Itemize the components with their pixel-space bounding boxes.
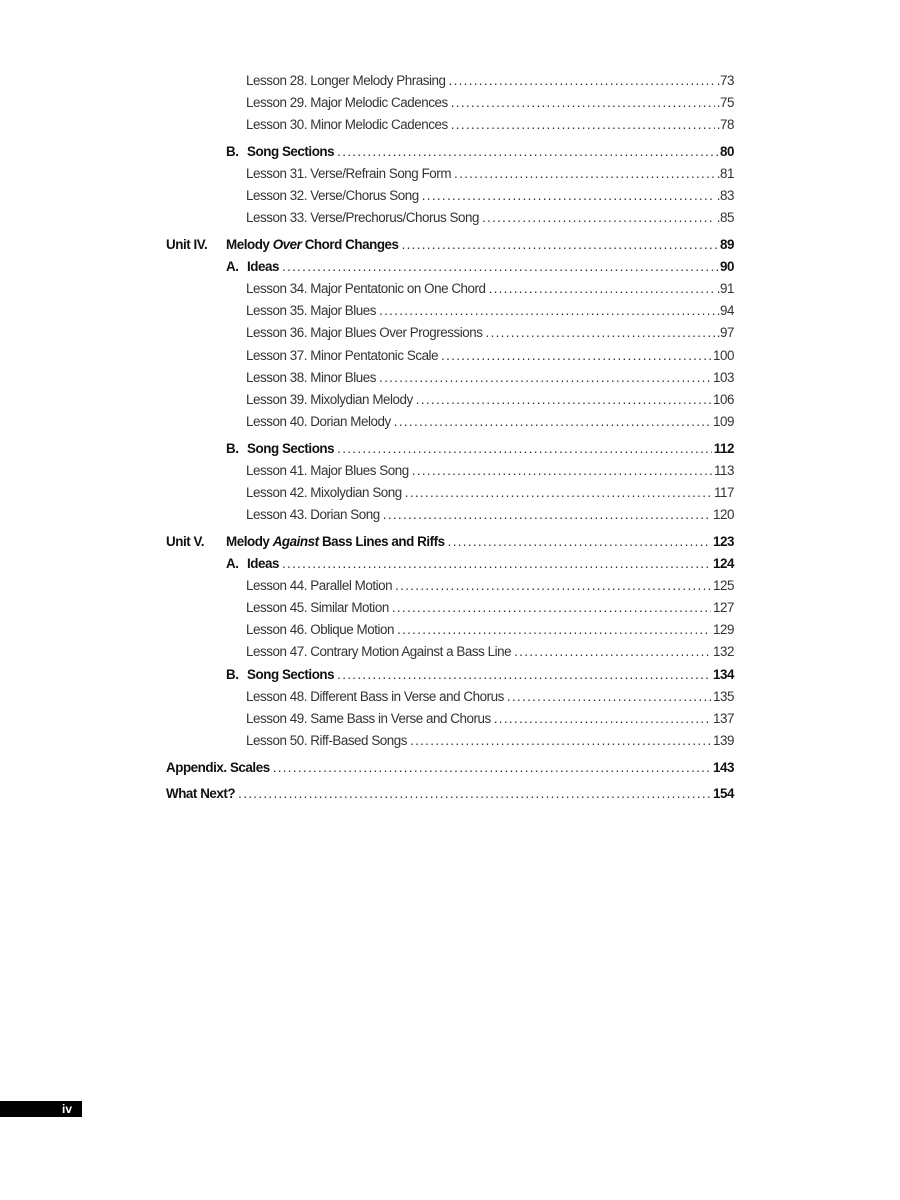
toc-entry-title: Song Sections <box>247 440 335 456</box>
toc-entry-page: 89 <box>720 236 734 252</box>
toc-entry-title: Song Sections <box>247 666 335 682</box>
toc-entry-title: Lesson 47. Contrary Motion Against a Bass Line <box>246 644 512 660</box>
toc-entry-page: .78 <box>716 117 734 133</box>
dot-leader <box>282 553 711 575</box>
toc-entry-title-emphasis: Over <box>272 236 302 252</box>
toc-entry-page: 135 <box>713 688 734 704</box>
toc-entry-page: 109 <box>713 414 734 430</box>
toc-entry-unit <box>0 783 734 805</box>
toc-entry-lesson <box>0 278 734 300</box>
toc-entry-page: 106 <box>713 392 734 407</box>
dot-leader <box>422 185 715 207</box>
toc-entry-unit <box>0 234 734 256</box>
toc-entry-page: 139 <box>713 733 734 749</box>
toc-entry-title: Lesson 38. Minor Blues <box>246 369 377 385</box>
toc-entry-page: .73 <box>716 73 734 88</box>
dot-leader <box>402 234 718 256</box>
toc-entry-title: Lesson 37. Minor Pentatonic Scale <box>246 347 439 363</box>
dot-leader <box>282 256 718 278</box>
toc-entry-title: Ideas <box>247 555 279 571</box>
toc-entry-page: 100 <box>713 347 734 363</box>
toc-entry-title: Ideas <box>247 258 279 274</box>
dot-leader <box>273 757 711 779</box>
toc-entry-title: Lesson 42. Mixolydian Song <box>246 484 402 500</box>
dot-leader <box>441 345 711 367</box>
toc-entry-lesson <box>0 70 734 92</box>
toc-entry-prefix: B. <box>226 666 239 682</box>
toc-entry-unit <box>0 757 734 779</box>
toc-entry-page: 117 <box>714 484 734 500</box>
dot-leader <box>405 482 712 504</box>
toc-entry-lesson <box>0 575 734 597</box>
dot-leader <box>337 664 711 686</box>
toc-entry-title: Lesson 41. Major Blues Song <box>246 462 409 478</box>
toc-entry-section <box>0 553 734 575</box>
toc-entry-lesson <box>0 185 734 207</box>
dot-leader <box>514 641 711 663</box>
toc-entry-page: 125 <box>713 577 734 593</box>
toc-entry-title: Lesson 50. Riff-Based Songs <box>246 733 408 749</box>
toc-entry-prefix: A. <box>226 555 239 571</box>
toc-entry-page: 80 <box>720 143 734 159</box>
toc-entry-lesson <box>0 708 734 730</box>
dot-leader <box>486 322 715 344</box>
toc-entry-page: 137 <box>713 711 734 726</box>
toc-entry-title: What Next? <box>166 785 236 801</box>
toc-entry-prefix: Unit V. <box>166 533 205 549</box>
toc-entry-title: Song Sections <box>247 143 335 159</box>
dot-leader <box>337 141 718 163</box>
toc-entry-title: Lesson 33. Verse/Prechorus/Chorus Song <box>246 210 480 226</box>
page-number: iv <box>61 1102 72 1116</box>
toc-entry-lesson <box>0 367 734 389</box>
page-number-tab <box>0 1101 82 1117</box>
toc-entry-page: 127 <box>713 600 734 616</box>
toc-entry-lesson <box>0 730 734 752</box>
toc-entry-title-part: Melody <box>226 236 273 252</box>
toc-entry-lesson <box>0 300 734 322</box>
toc-entry-lesson <box>0 504 734 526</box>
toc-entry-title <box>226 531 445 553</box>
toc-entry-lesson <box>0 482 734 504</box>
toc-entry-page: .85 <box>716 210 734 226</box>
toc-entry-page: 124 <box>713 555 734 571</box>
toc-entry-page: 154 <box>713 785 734 801</box>
toc-entry-page: .75 <box>716 95 734 111</box>
toc-entry-lesson <box>0 686 734 708</box>
toc-entry-title-part: Chord Changes <box>301 236 399 252</box>
dot-leader <box>238 783 711 805</box>
toc-entry-section <box>0 256 734 278</box>
toc-entry-page: 90 <box>720 258 734 274</box>
toc-entry-page: 132 <box>713 644 734 660</box>
dot-leader <box>454 163 715 185</box>
toc-entry-lesson <box>0 389 734 411</box>
dot-leader <box>494 708 711 730</box>
toc-entry-page: 143 <box>713 759 734 775</box>
dot-leader <box>394 411 711 433</box>
toc-entry-prefix: B. <box>226 143 239 159</box>
toc-entry-page: 123 <box>713 533 734 549</box>
toc-entry-prefix: B. <box>226 440 239 456</box>
toc-entry-lesson <box>0 619 734 641</box>
toc-entry-title: Lesson 49. Same Bass in Verse and Chorus <box>246 711 491 726</box>
dot-leader <box>379 300 715 322</box>
toc-entry-title: Lesson 43. Dorian Song <box>246 507 380 523</box>
toc-entry-title: Lesson 44. Parallel Motion <box>246 577 393 593</box>
toc-entry-title: Lesson 34. Major Pentatonic on One Chord <box>246 281 486 297</box>
toc-entry-title-part: Bass Lines and Riffs <box>318 533 445 549</box>
dot-leader <box>395 575 711 597</box>
toc-entry-lesson <box>0 207 734 229</box>
toc-entry-lesson <box>0 641 734 663</box>
toc-entry-lesson <box>0 163 734 185</box>
dot-leader <box>383 504 711 526</box>
toc-entry-lesson <box>0 411 734 433</box>
toc-entry-page: 113 <box>714 462 734 478</box>
dot-leader <box>410 730 711 752</box>
toc-entry-title: Lesson 35. Major Blues <box>246 303 377 319</box>
dot-leader <box>448 531 711 553</box>
toc-entry-title: Lesson 32. Verse/Chorus Song <box>246 188 419 204</box>
toc-entry-lesson <box>0 114 734 136</box>
toc-entry-page: .97 <box>716 325 734 341</box>
toc-entry-page: 112 <box>713 440 734 456</box>
toc-entry-lesson <box>0 345 734 367</box>
toc-entry-prefix: A. <box>226 258 239 274</box>
toc-entry-title: Lesson 46. Oblique Motion <box>246 622 395 638</box>
dot-leader <box>449 70 715 92</box>
toc-entry-title: Appendix. Scales <box>166 759 270 775</box>
toc-entry-lesson <box>0 460 734 482</box>
toc-entry-page: .91 <box>716 281 734 297</box>
toc-entry-page: 120 <box>713 507 734 523</box>
dot-leader <box>451 92 715 114</box>
toc-entry-title: Lesson 28. Longer Melody Phrasing <box>246 73 446 88</box>
toc-entry-title: Lesson 48. Different Bass in Verse and Chorus <box>246 688 504 704</box>
toc-entry-section <box>0 141 734 163</box>
dot-leader <box>482 207 715 229</box>
toc-entry-page: 129 <box>713 622 734 638</box>
toc-entry-title: Lesson 45. Similar Motion <box>246 600 389 616</box>
dot-leader <box>416 389 711 411</box>
toc-entry-title: Lesson 39. Mixolydian Melody <box>246 392 413 407</box>
toc-entry-title: Lesson 40. Dorian Melody <box>246 414 391 430</box>
toc-entry-title: Lesson 31. Verse/Refrain Song Form <box>246 165 452 181</box>
toc-entry-page: 103 <box>713 369 734 385</box>
toc-entry-page: 134 <box>713 666 734 682</box>
toc-entry-page: .81 <box>716 165 734 181</box>
toc-entry-lesson <box>0 92 734 114</box>
toc-entry-section <box>0 438 734 460</box>
dot-leader <box>507 686 711 708</box>
dot-leader <box>379 367 711 389</box>
table-of-contents <box>0 70 900 805</box>
dot-leader <box>412 460 712 482</box>
toc-entry-title: Lesson 29. Major Melodic Cadences <box>246 95 448 111</box>
dot-leader <box>397 619 711 641</box>
toc-entry-page: .83 <box>716 188 734 204</box>
dot-leader <box>489 278 715 300</box>
toc-entry-prefix: Unit IV. <box>166 236 208 252</box>
dot-leader <box>451 114 715 136</box>
toc-entry-page: .94 <box>716 303 734 319</box>
toc-entry-title-part: Melody <box>226 533 273 549</box>
toc-entry-lesson <box>0 597 734 619</box>
toc-entry-title: Lesson 36. Major Blues Over Progressions <box>246 325 483 341</box>
dot-leader <box>337 438 712 460</box>
toc-entry-section <box>0 664 734 686</box>
toc-entry-title: Lesson 30. Minor Melodic Cadences <box>246 117 448 133</box>
toc-entry-title-emphasis: Against <box>272 533 319 549</box>
dot-leader <box>392 597 711 619</box>
toc-entry-unit <box>0 531 734 553</box>
toc-entry-title <box>226 234 399 256</box>
toc-entry-lesson <box>0 322 734 344</box>
